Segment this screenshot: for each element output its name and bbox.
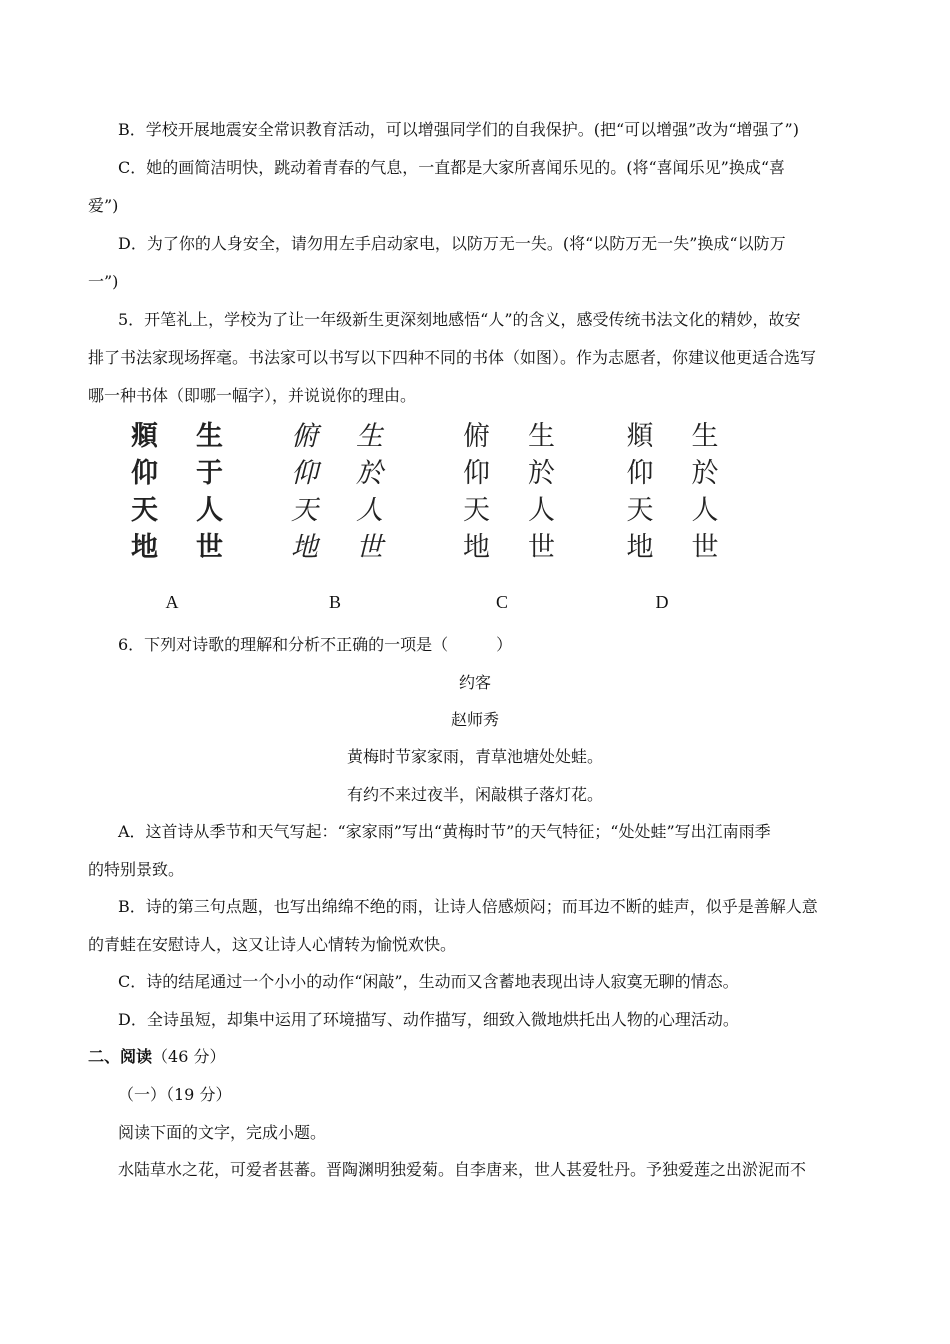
calligraphy-char: 仰 (131, 458, 158, 489)
q5-stem-line3: 哪一种书体（即哪一幅字），并说说你的理由。 (88, 386, 417, 405)
q4-option-b: B．学校开展地震安全常识教育活动，可以增强同学们的自我保护。(把“可以增强”改为“增强了”) (118, 120, 799, 139)
calligraphy-char: 世 (356, 532, 383, 563)
section-heading-title: 二、阅读 (88, 1047, 153, 1066)
q4-option-c-line2: 爱”) (88, 196, 119, 215)
q6-option-b-line1: B．诗的第三句点题，也写出绵绵不绝的雨，让诗人倍感烦闷；而耳边不断的蛙声，似乎是善解人意 (118, 897, 818, 916)
calligraphy-char: 仰 (626, 458, 655, 489)
q6-option-a-line1: A．这首诗从季节和天气写起：“家家雨”写出“黄梅时节”的天气特征；“处处蛙”写出江南雨季 (118, 822, 771, 841)
q4-option-d-line2: 一”) (88, 272, 119, 291)
calligraphy-label-c: C (495, 592, 508, 612)
calligraphy-label-a: A (165, 592, 179, 612)
calligraphy-char: 地 (291, 532, 318, 563)
q4-option-c-line1: C．她的画简洁明快，跳动着青春的气息，一直都是大家所喜闻乐见的。(将“喜闻乐见”换成“喜 (118, 158, 786, 177)
calligraphy-char: 天 (131, 495, 158, 526)
calligraphy-sample-b (272, 418, 402, 578)
calligraphy-char: 生 (196, 421, 223, 452)
q6-option-c: C．诗的结尾通过一个小小的动作“闲敲”，生动而又含蓄地表现出诗人寂寞无聊的情态。 (118, 972, 739, 991)
q6-option-d: D．全诗虽短，却集中运用了环境描写、动作描写，细致入微地烘托出人物的心理活动。 (118, 1010, 739, 1029)
poem-line-2: 有约不来过夜半，闲敲棋子落灯花。 (346, 785, 603, 804)
q6-option-a-line2: 的特别景致。 (88, 860, 185, 879)
calligraphy-char: 天 (291, 495, 318, 526)
section-heading-score: （46 分） (152, 1047, 226, 1066)
calligraphy-char: 于 (196, 458, 223, 489)
poem-author: 赵师秀 (450, 710, 499, 729)
calligraphy-sample-a (112, 418, 242, 578)
passage-line-1: 水陆草水之花，可爱者甚蕃。晋陶渊明独爱菊。自李唐来，世人甚爱牡丹。予独爱莲之出淤泥而不 (118, 1160, 807, 1179)
calligraphy-label-d: D (655, 592, 669, 612)
poem-line-1: 黄梅时节家家雨，青草池塘处处蛙。 (346, 747, 603, 766)
section-heading (88, 1047, 225, 1067)
calligraphy-char: 生 (691, 421, 720, 452)
poem-title: 约客 (458, 673, 491, 692)
calligraphy-char: 仰 (291, 458, 318, 489)
calligraphy-char: 頫 (626, 421, 655, 452)
calligraphy-char: 地 (626, 532, 655, 563)
calligraphy-char: 地 (463, 532, 490, 563)
q5-stem-line2: 排了书法家现场挥毫。书法家可以书写以下四种不同的书体（如图）。作为志愿者，你建议他更适合选写 (88, 348, 817, 367)
q6-stem: 6．下列对诗歌的理解和分析不正确的一项是（ ） (118, 635, 513, 654)
calligraphy-char: 天 (626, 495, 655, 526)
part-heading: （一）（19 分） (118, 1085, 232, 1104)
q5-stem-line1: 5．开笔礼上，学校为了让一年级新生更深刻地感悟“人”的含义，感受传统书法文化的精妙，故安 (118, 310, 801, 329)
q4-option-d-line1: D．为了你的人身安全，请勿用左手启动家电，以防万无一失。(将“以防万无一失”换成“以防万 (118, 234, 786, 253)
calligraphy-char: 生 (528, 421, 555, 452)
calligraphy-char: 人 (356, 495, 383, 526)
calligraphy-label-b: B (328, 592, 341, 612)
calligraphy-char: 人 (691, 495, 720, 526)
calligraphy-char: 世 (528, 532, 555, 563)
calligraphy-char: 於 (528, 458, 555, 489)
calligraphy-char: 頫 (131, 421, 158, 452)
calligraphy-sample-d (608, 418, 738, 578)
calligraphy-char: 仰 (463, 458, 490, 489)
calligraphy-char: 地 (131, 532, 158, 563)
q6-option-b-line2: 的青蛙在安慰诗人，这又让诗人心情转为愉悦欢快。 (88, 935, 457, 954)
calligraphy-char: 於 (356, 458, 383, 489)
calligraphy-char: 於 (691, 458, 720, 489)
calligraphy-char: 俯 (463, 421, 490, 452)
calligraphy-char: 生 (356, 421, 383, 452)
reading-instruction: 阅读下面的文字，完成小题。 (118, 1123, 327, 1142)
calligraphy-char: 人 (196, 495, 223, 526)
calligraphy-char: 世 (196, 532, 223, 563)
calligraphy-char: 世 (691, 532, 720, 563)
calligraphy-char: 俯 (291, 421, 318, 452)
calligraphy-char: 人 (528, 495, 555, 526)
calligraphy-sample-c (444, 418, 574, 578)
calligraphy-char: 天 (463, 495, 490, 526)
